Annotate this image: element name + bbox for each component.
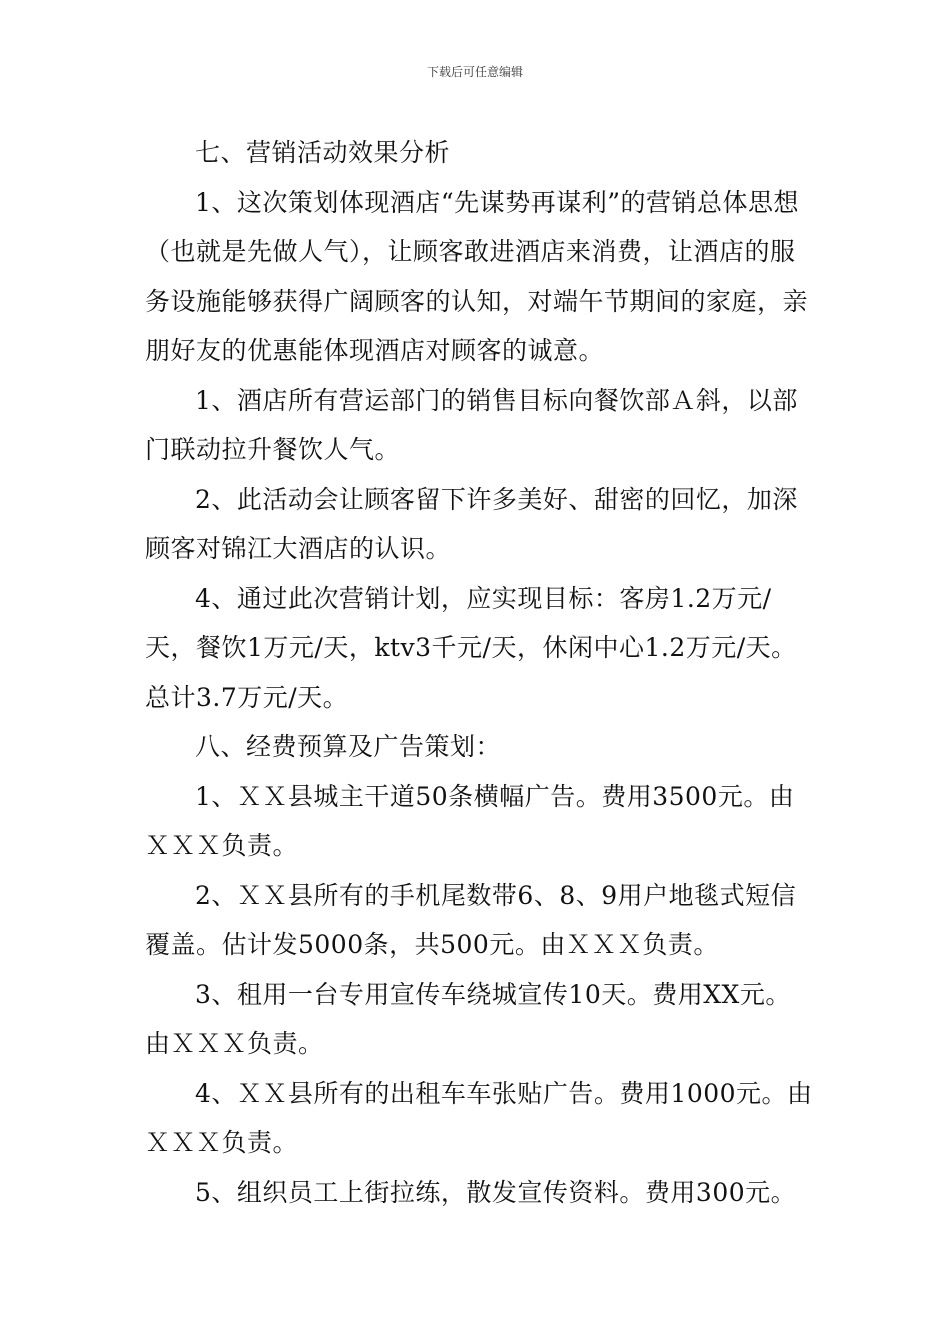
- paragraph-goals: 4、通过此次营销计划，应实现目标：客房1.2万元/天，餐饮1万元/天，ktv3千元/天，休闲中心1.2万元/天。总计3.7万元/天。: [145, 583, 797, 712]
- paragraph-street-promo: 5、组织员工上街拉练，散发宣传资料。费用300元。: [195, 1177, 797, 1207]
- paragraph-memories: 2、此活动会让顾客留下许多美好、甜密的回忆，加深顾客对锦江大酒店的认识。: [145, 484, 798, 563]
- paragraph-sales-target: 1、酒店所有营运部门的销售目标向餐饮部Ａ斜，以部门联动拉升餐饮人气。: [145, 385, 798, 464]
- section-heading-effect-analysis: 七、营销活动效果分析: [195, 138, 451, 167]
- paragraph-taxi-ads: 4、ＸＸ县所有的出租车车张贴广告。费用1000元。由ＸＸＸ负责。: [145, 1078, 813, 1157]
- document-body: [145, 128, 813, 1217]
- section-heading-budget: 八、经费预算及广告策划：: [195, 732, 502, 761]
- header-note: 下载后可任意编辑: [426, 65, 523, 79]
- paragraph-banner-ads: 1、ＸＸ县城主干道50条横幅广告。费用3500元。由ＸＸＸ负责。: [145, 781, 795, 860]
- paragraph-strategy: 1、这次策划体现酒店“先谋势再谋利”的营销总体思想（也就是先做人气），让顾客敢进酒店来消费，让酒店的服务设施能够获得广阔顾客的认知，对端午节期间的家庭，亲朋好友的优惠能体现酒店对顾客的诚意。: [145, 187, 809, 365]
- paragraph-sms-ads: 2、ＸＸ县所有的手机尾数带6、8、9用户地毯式短信覆盖。估计发5000条，共500元。由ＸＸＸ负责。: [145, 880, 797, 959]
- paragraph-promo-vehicle: 3、租用一台专用宣传车绕城宣传10天。费用XX元。由ＸＸＸ负责。: [145, 979, 791, 1058]
